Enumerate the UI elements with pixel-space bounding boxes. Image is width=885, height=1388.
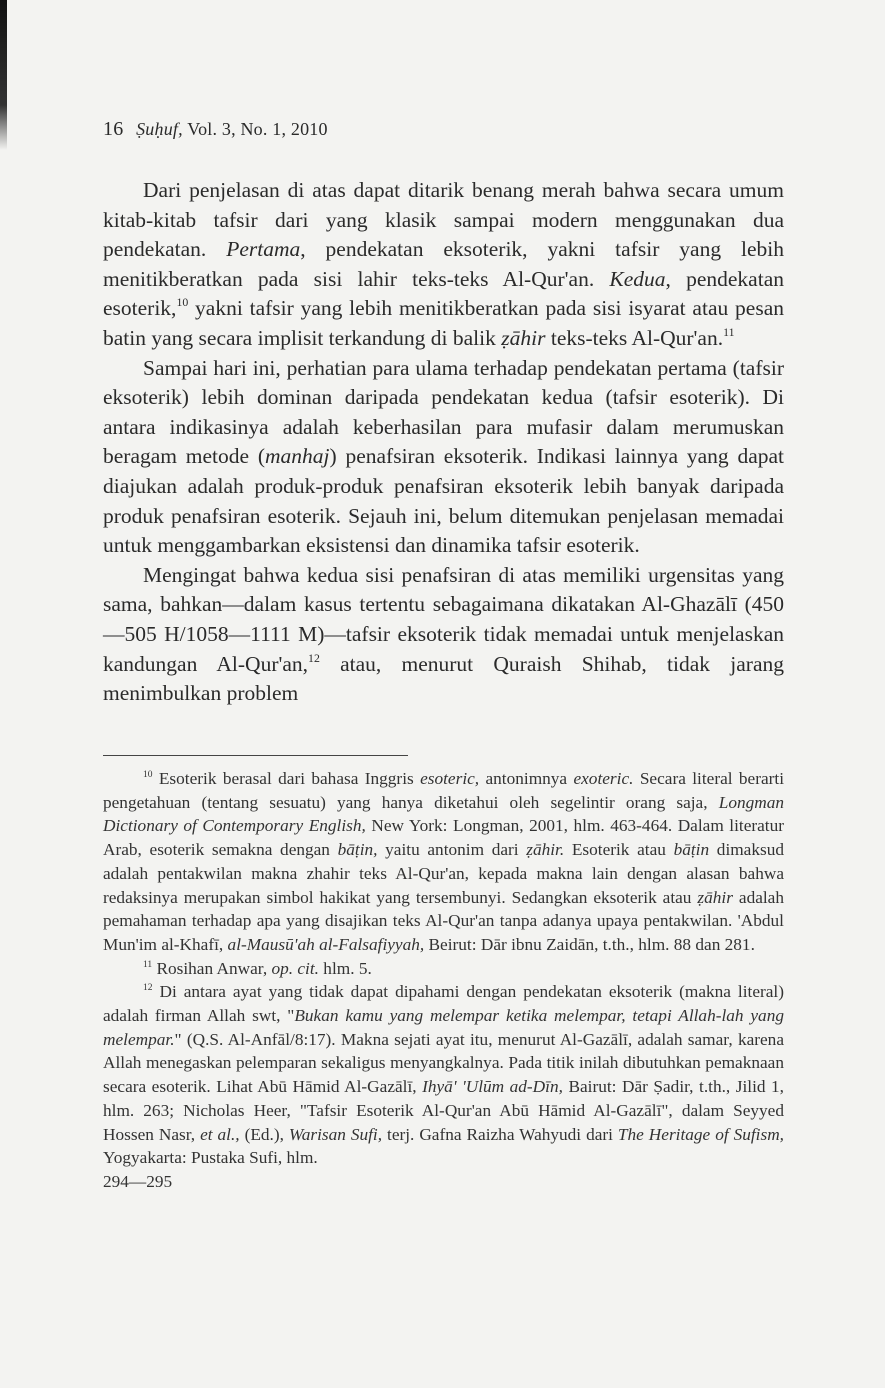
footnote-ref-10: 10	[176, 295, 189, 310]
issue-info: Vol. 3, No. 1, 2010	[187, 119, 328, 139]
footnote-11: $^{11}$ Rosihan Anwar, op. cit. hlm. 5.	[143, 958, 372, 978]
footnote-12: $^{12}$ Di antara ayat yang tidak dapat dipahami dengan pendekatan eksoterik (makna literal) adalah firman Allah swt, "Bukan kamu yang melempar ketika melempar, tetapi Allah-lah yang melempar." (Q.S. Al-Anfāl/8:17). Makna sejati ayat itu, menurut Al-Gazālī, adalah samar, karena Allah menegaskan pelemparan sekaligus menyangkalnya. Pada titik inilah dibutuhkan pemaknaan secara esoterik. Lihat Abū Hāmid Al-Gazālī, Ihyā' 'Ulūm ad-Dīn, Bairut: Dār Ṣadir, t.th., Jilid 1, hlm. 263; Nicholas Heer, "Tafsir Esoterik Al-Qur'an Abū Hāmid Al-Gazālī", dalam Seyyed Hossen Nasr, et al., (Ed.), Warisan Sufi, terj. Gafna Raizha Wahyudi dari The Heritage of Sufism, Yogyakarta: Pustaka Sufi, hlm.	[103, 982, 785, 1168]
footnote-ref-11: 11	[723, 325, 735, 340]
running-header	[103, 118, 328, 141]
journal-name: Ṣuḥuf,	[136, 119, 183, 139]
footnote-separator	[103, 755, 408, 756]
paragraph-2: Sampai hari ini, perhatian para ulama terhadap pendekatan pertama (tafsir eksoterik) lebih dominan daripada pendekatan kedua (tafsir esoterik). Di antara indikasinya adalah keberhasilan para mufasir dalam merumuskan beragam metode (manhaj) penafsiran eksoterik. Indikasi lainnya yang dapat diajukan adalah produk-produk penafsiran eksoterik lebih banyak daripada produk penafsiran esoterik. Sejauh ini, belum ditemukan penjelasan memadai untuk menggambarkan eksistensi dan dinamika tafsir esoterik.	[103, 355, 785, 558]
footnote-10: $^{10}$ Esoterik berasal dari bahasa Inggris esoteric, antonimnya exoteric. Secara literal berarti pengetahuan (tentang sesuatu) yang hanya diketahui oleh segelintir orang saja, Longman Dictionary of Contemporary English, New York: Longman, 2001, hlm. 463-464. Dalam literatur Arab, esoterik semakna dengan bāṭin, yaitu antonim dari ẓāhir. Esoterik atau bāṭin dimaksud adalah pentakwilan makna zhahir teks Al-Qur'an, kepada makna lain dengan alasan bahwa redaksinya merupakan simbol hakikat yang tersembunyi. Sedangkan eksoterik atau ẓāhir adalah pemahaman terhadap apa yang disajikan teks Al-Qur'an tanpa adanya upaya pentakwilan. 'Abdul Mun'im al-Khafī, al-Mausū'ah al-Falsafiyyah, Beirut: Dār ibnu Zaidān, t.th., hlm. 88 dan 281.	[103, 769, 785, 954]
footnote-12-tail: 294—295	[103, 1171, 173, 1191]
page-number: 16	[103, 118, 124, 140]
page-edge-shadow	[0, 0, 7, 150]
footnotes	[103, 767, 784, 1194]
footnote-ref-12: 12	[308, 650, 320, 665]
paragraph-3: Mengingat bahwa kedua sisi penafsiran di atas memiliki urgensitas yang sama, bahkan—dalam kasus tertentu sebagaimana dikatakan Al-Ghazālī (450—505 H/1058—1111 M)—tafsir eksoterik tidak memadai untuk menjelaskan kandungan Al-Qur'an,$^{12}$ atau, menurut Quraish Shihab, tidak jarang menimbulkan problem	[103, 562, 784, 706]
paragraph-1: Dari penjelasan di atas dapat ditarik benang merah bahwa secara umum kitab-kitab tafsir dari yang klasik sampai modern menggunakan dua pendekatan. Pertama, pendekatan eksoterik, yakni tafsir yang lebih menitikberatkan pada sisi lahir teks-teks Al-Qur'an. Kedua, pendekatan esoterik,$^{10}$ yakni tafsir yang lebih menitikberatkan pada sisi isyarat atau pesan batin yang secara implisit terkandung di balik ẓāhir teks-teks Al-Qur'an.$^{11}$	[103, 178, 784, 350]
main-text	[103, 176, 784, 709]
